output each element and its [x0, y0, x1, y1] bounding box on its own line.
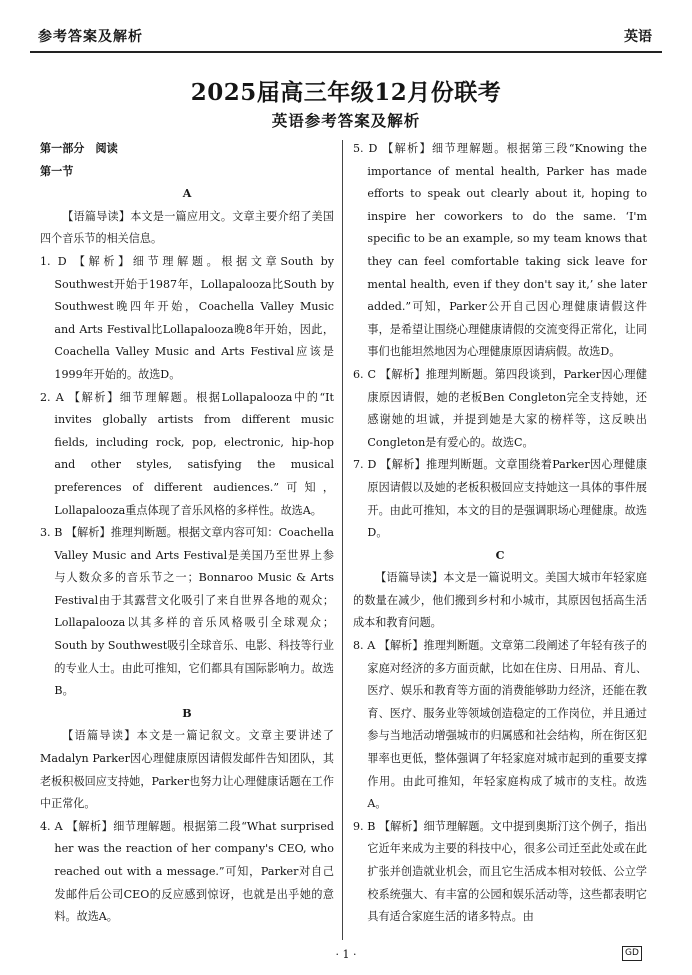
passage-letter-c: C — [495, 548, 505, 562]
header-rule — [30, 51, 662, 53]
answer-9: 9. B 【解析】细节理解题。文中提到奥斯汀这个例子，指出它近年来成为主要的科技中心，很多公司迁至此处或在此扩张并创造就业机会，而且它生活成本相对较低、公立学校系统强大、有丰富的公园和娱乐活动等，这些都表明它具有适合家庭生活的诸多特点。由 — [353, 819, 647, 924]
page-title: 2025届高三年级12月份联考 — [190, 79, 502, 106]
answer-5: 5. D 【解析】细节理解题。根据第三段“Knowing the importance of mental health, Parker has made efforts to speak out clearly about it, hoping to inspire her coworkers to do the same. ‘I'm specific to be an example, so my team knows that they can feel comfortable taking sick leave for mental health, even if they don't say it,’ she later added.”可知，Parker公开自己因心理健康请假这件事，是希望让围绕心理健康请假的交流变得正常化，让同事们也能坦然地因为心理健康原因请病假。故选D。 — [353, 142, 647, 359]
passage-b-intro: 【语篇导读】本文是一篇记叙文。文章主要讲述了Madalyn Parker因心理健康原因请假发邮件告知团队，其老板积极回应支持她，Parker也努力让心理健康话题在工作中正常化。 — [40, 729, 334, 811]
passage-a-intro: 【语篇导读】本文是一篇应用文。文章主要介绍了美国四个音乐节的相关信息。 — [40, 209, 334, 246]
answer-4: 4. A 【解析】细节理解题。根据第二段“What surprised her was the reaction of her company's CEO, who reached out with a message.”可知，Parker对自己发邮件后公司CEO的反应感到惊讶，也就是出乎她的意料。故选A。 — [40, 819, 334, 924]
page-header — [38, 26, 652, 46]
page-subtitle: 英语参考答案及解析 — [271, 111, 421, 130]
right-column — [353, 138, 647, 929]
answer-6: 6. C 【解析】推理判断题。第四段谈到，Parker因心理健康原因请假，她的老板Ben Congleton完全支持她，还感谢她的坦诚，并提到她是大家的榜样等，这反映出Congleton是有爱心的。故选C。 — [353, 367, 647, 449]
section-heading: 第一节 — [40, 164, 74, 178]
answer-8: 8. A 【解析】推理判断题。文章第二段阐述了年轻有孩子的家庭对经济的多方面贡献，比如在住房、日用品、育儿、医疗、娱乐和教育等方面的消费能够助力经济，还能在教育、医疗、服务业等领域创造稳定的工作岗位，并且通过参与当地活动增强城市的归属感和社会结构，所在街区犯罪率也更低，整体强调了年轻家庭对城市起到的重要支撑作用。由此可推知，年轻家庭构成了城市的支柱。故选A。 — [353, 639, 647, 811]
answer-2: 2. A 【解析】细节理解题。根据Lollapalooza中的“It invites globally artists from different music fields, including rock, pop, electronic, hip-hop and other styles, satisfying the musical preferences of different audiences.”可知，Lollapalooza重点体现了音乐风格的多样性。故选A。 — [40, 390, 334, 517]
answer-3: 3. B 【解析】推理判断题。根据文章内容可知：Coachella Valley Music and Arts Festival是美国乃至世界上参与人数众多的音乐节之一；Bonnaroo Music & Arts Festival由于其露营文化吸引了来自世界各地的观众；Lollapalooza以其多样的音乐风格吸引全球观众；South by Southwest吸引全球音乐、电影、科技等行业的专业人士。由此可推知，它们都具有国际影响力。故选B。 — [40, 526, 334, 698]
answer-7: 7. D 【解析】推理判断题。文章围绕着Parker因心理健康原因请假以及她的老板积极回应支持她这一具体的事件展开。由此可推知，本文的目的是强调职场心理健康。故选D。 — [353, 458, 647, 540]
passage-letter-b: B — [182, 706, 192, 720]
part-heading: 第一部分 阅读 — [40, 142, 118, 155]
left-column — [40, 138, 334, 929]
edition-badge: GD — [622, 946, 642, 961]
passage-letter-a: A — [182, 187, 192, 201]
column-divider — [342, 140, 343, 940]
header-left-label: 参考答案及解析 — [38, 29, 143, 45]
answer-1: 1. D 【解析】细节理解题。根据文章South by Southwest开始于1987年，Lollapalooza比South by Southwest晚四年开始，Coachella Valley Music and Arts Festival比Lollapalooza晚8年开始，因此，Coachella Valley Music and Arts Festival应该是1999年开始的。故选D。 — [40, 254, 334, 381]
passage-c-intro: 【语篇导读】本文是一篇说明文。美国大城市年轻家庭的数量在减少，他们搬到乡村和小城市，其原因包括高生活成本和教育问题。 — [353, 571, 647, 630]
header-subject-label: 英语 — [624, 29, 652, 45]
page-number: · 1 · — [335, 948, 357, 961]
